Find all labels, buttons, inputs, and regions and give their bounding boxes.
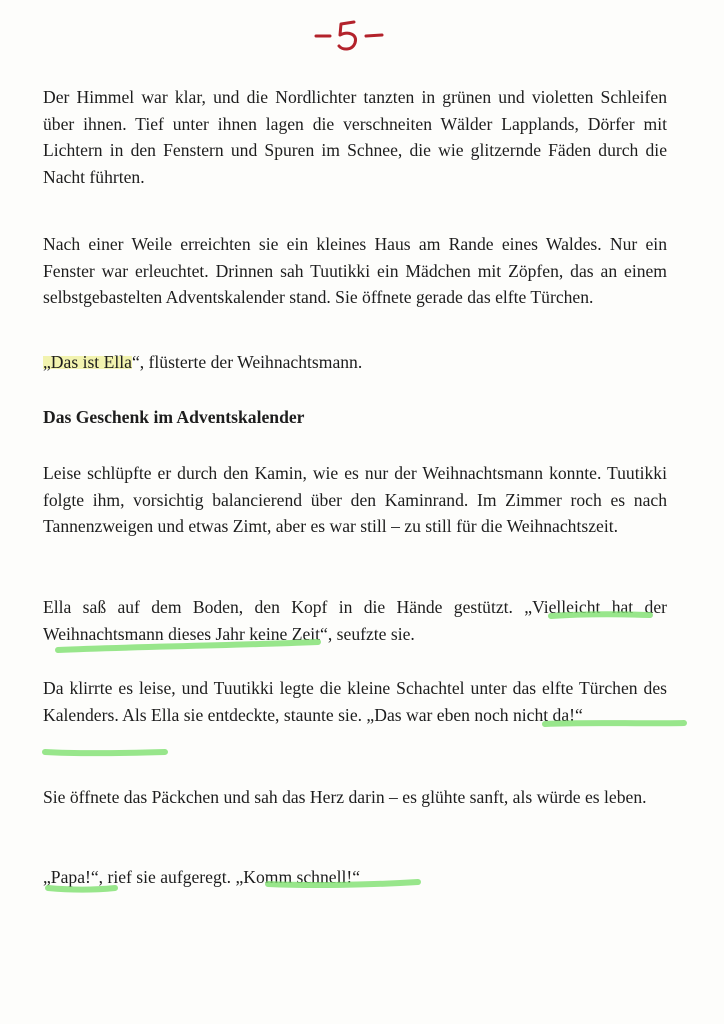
paragraph-small-house: Nach einer Weile erreichten sie ein kleines Haus am Rande eines Waldes. Nur ein Fenster war erleuchtet. Drinnen sah Tuutikki ein Mädchen mit Zöpfen, das an einem selbstgebastelten Adventskalender stand. Sie öffnete gerade das elfte Türchen. (43, 234, 667, 307)
paragraph-heart-glows: Sie öffnete das Päckchen und sah das Herz darin – es glühte sanft, als würde es leben. (43, 787, 647, 807)
paragraph-ella-sitting: Ella saß auf dem Boden, den Kopf in die Hände gestützt. „Vielleicht hat der Weihnachtsmann dieses Jahr keine Zeit“, seufzte sie. (43, 597, 667, 644)
yellow-highlight: „Das ist Ella (43, 352, 132, 372)
handwritten-page-number (308, 14, 388, 54)
page-number (308, 14, 388, 54)
section-heading: Das Geschenk im Adventskalender (43, 407, 305, 427)
paragraph-chimney: Leise schlüpfte er durch den Kamin, wie es nur der Weihnachtsmann konnte. Tuutikki folgte ihm, vorsichtig balancierend über den Kaminrand. Im Zimmer roch es nach Tannenzweigen und etwas Zimt, aber es war still – zu still für die Weihnachtszeit. (43, 463, 667, 536)
marker-underline-noch-nicht-da (45, 752, 165, 753)
paragraph-das-ist-ella (43, 349, 667, 376)
paragraph-northern-lights: Der Himmel war klar, und die Nordlichter tanzten in grünen und violetten Schleifen über ihnen. Tief unter ihnen lagen die verschneiten Wälder Lapplands, Dörfer mit Lichtern in den Fenstern und Spuren im Schnee, die wie glitzernde Fäden durch die Nacht führten. (43, 87, 667, 187)
paragraph-text: “, flüsterte der Weihnachtsmann. (131, 352, 363, 372)
paragraph-box-discovered: Da klirrte es leise, und Tuutikki legte die kleine Schachtel unter das elfte Türchen des Kalenders. Als Ella sie entdeckte, staunte sie. „Das war eben noch nicht da!“ (43, 678, 667, 725)
paragraph-papa: „Papa!“, rief sie aufgeregt. „Komm schnell!“ (43, 867, 361, 887)
